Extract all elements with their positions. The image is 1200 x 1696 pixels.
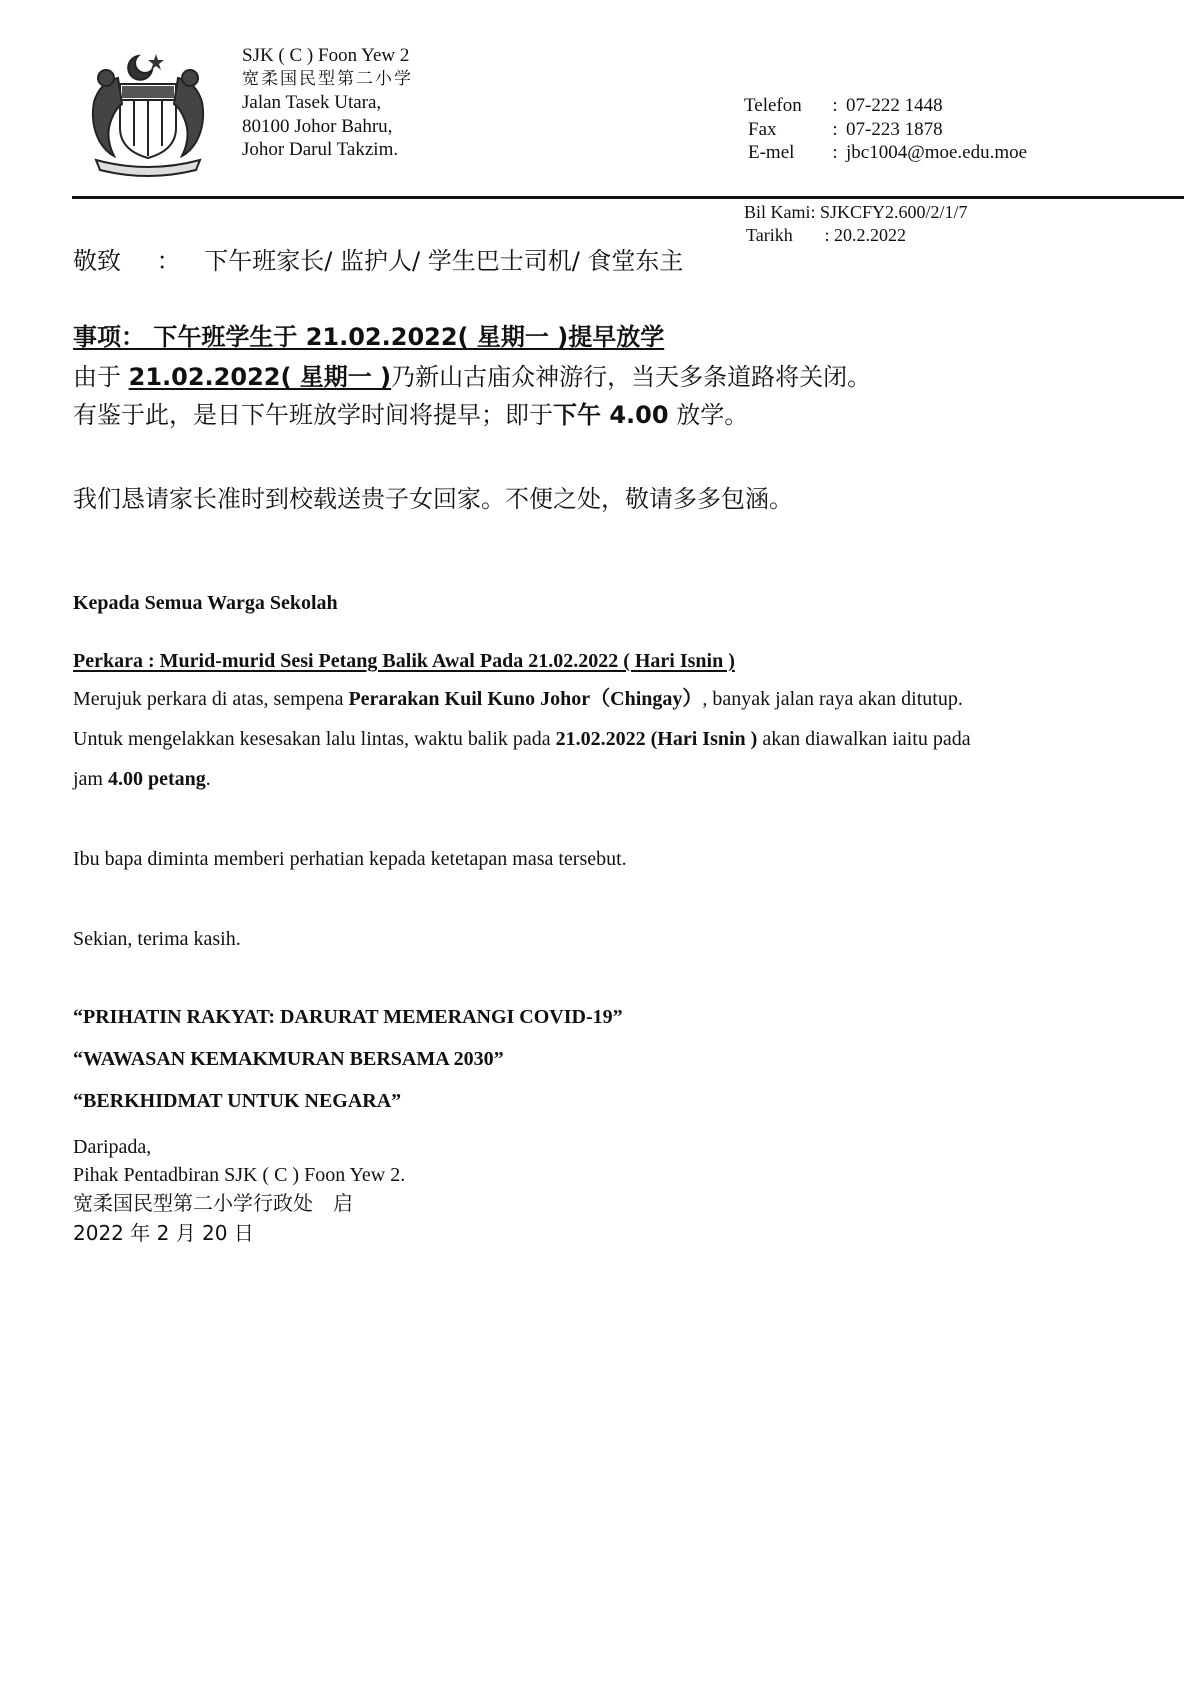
p2-suffix-zh: 放学。 bbox=[676, 401, 749, 429]
paragraph-1-ms bbox=[73, 686, 963, 712]
paragraph-1-zh bbox=[73, 362, 871, 392]
p2-prefix-zh: 有鉴于此，是日下午班放学时间将提早；即于 bbox=[73, 401, 553, 429]
p1b-ms: , banyak jalan raya akan ditutup. bbox=[702, 688, 963, 710]
paragraph-5-ms: Sekian, terima kasih. bbox=[73, 928, 241, 950]
to-value-zh: 下午班家长/ 监护人/ 学生巴士司机/ 食堂东主 bbox=[204, 247, 684, 275]
p2-bold-ms: 21.02.2022 (Hari Isnin ) bbox=[555, 728, 758, 750]
to-label-zh: 敬致 bbox=[73, 247, 121, 275]
tarikh-value: 20.2.2022 bbox=[834, 225, 907, 245]
subject-text-zh: 下午班学生于 21.02.2022( 星期一 )提早放学 bbox=[153, 323, 665, 351]
subject-line-zh bbox=[73, 322, 664, 352]
p1-rest-zh: 乃新山古庙众神游行，当天多条道路将关闭。 bbox=[391, 363, 872, 391]
paragraph-4-ms: Ibu bapa diminta memberi perhatian kepada ketetapan masa tersebut. bbox=[73, 848, 627, 870]
subject-label-zh: 事项： bbox=[73, 323, 145, 351]
tarikh-label: Tarikh bbox=[746, 225, 793, 245]
closing-from-name: Pihak Pentadbiran SJK ( C ) Foon Yew 2. bbox=[73, 1164, 406, 1186]
p2a-ms: Untuk mengelakkan kesesakan lalu lintas, waktu balik pada bbox=[73, 728, 551, 750]
paragraph-2-zh bbox=[73, 400, 748, 430]
contact-value: 07-222 1448 bbox=[846, 95, 943, 116]
closing-from-label: Daripada, bbox=[73, 1136, 152, 1158]
p3b-ms: . bbox=[205, 768, 211, 790]
closing-from-name-zh: 宽柔国民型第二小学行政处 启 bbox=[73, 1191, 353, 1215]
school-name-chinese: 宽柔国民型第二小学 bbox=[242, 68, 413, 89]
closing-date-zh: 2022 年 2 月 20 日 bbox=[73, 1221, 254, 1245]
paragraph-3-zh: 我们恳请家长准时到校载送贵子女回家。不便之处，敬请多多包涵。 bbox=[73, 485, 793, 513]
contact-label: Telefon bbox=[744, 95, 802, 116]
contact-block bbox=[744, 94, 1027, 165]
bil-label: Bil Kami: bbox=[744, 202, 816, 222]
address-line-1: Jalan Tasek Utara, bbox=[242, 92, 382, 113]
contact-value: 07-223 1878 bbox=[846, 118, 943, 140]
subject-label-ms: Perkara bbox=[73, 650, 143, 672]
slogan-2: “WAWASAN KEMAKMURAN BERSAMA 2030” bbox=[73, 1048, 504, 1070]
address-line-3: Johor Darul Takzim. bbox=[242, 139, 399, 160]
contact-telefon bbox=[744, 94, 1027, 118]
reference-date bbox=[744, 224, 968, 247]
school-address-block bbox=[242, 44, 413, 162]
coat-of-arms-icon bbox=[78, 48, 218, 180]
tarikh-separator: : bbox=[824, 225, 830, 245]
subject-line-ms bbox=[73, 648, 735, 674]
recipient-line-ms: Kepada Semua Warga Sekolah bbox=[73, 592, 338, 614]
slogan-1: “PRIHATIN RAKYAT: DARURAT MEMERANGI COVID-19” bbox=[73, 1006, 623, 1028]
p1-date-zh: 21.02.2022( 星期一 ) bbox=[128, 363, 392, 391]
reference-number bbox=[744, 201, 968, 224]
subject-text-ms: : Murid-murid Sesi Petang Balik Awal Pada 21.02.2022 ( Hari Isnin ) bbox=[147, 650, 735, 672]
p3a-ms: jam bbox=[73, 768, 103, 790]
reference-block bbox=[744, 201, 968, 247]
p3-bold-ms: 4.00 petang bbox=[108, 768, 206, 790]
contact-value: jbc1004@moe.edu.moe bbox=[846, 142, 1028, 163]
paragraph-2-ms bbox=[73, 726, 971, 752]
contact-fax bbox=[744, 118, 1027, 142]
contact-separator: : bbox=[832, 118, 838, 140]
contact-separator: : bbox=[832, 95, 838, 116]
slogan-3: “BERKHIDMAT UNTUK NEGARA” bbox=[73, 1090, 402, 1112]
contact-email bbox=[744, 141, 1027, 165]
p1-bold-ms: Perarakan Kuil Kuno Johor（Chingay） bbox=[348, 688, 703, 710]
contact-label: Fax bbox=[748, 118, 777, 140]
p1-prefix-zh: 由于 bbox=[73, 363, 121, 391]
p1a-ms: Merujuk perkara di atas, sempena bbox=[73, 688, 344, 710]
paragraph-3-ms bbox=[73, 766, 211, 792]
school-name: SJK ( C ) Foon Yew 2 bbox=[242, 45, 410, 66]
address-line-2: 80100 Johor Bahru, bbox=[242, 115, 393, 137]
p2b-ms: akan diawalkan iaitu pada bbox=[762, 728, 971, 750]
recipient-line-zh bbox=[73, 246, 683, 276]
contact-separator: : bbox=[832, 142, 838, 163]
header-divider bbox=[72, 196, 1184, 199]
contact-label: E-mel bbox=[748, 142, 795, 163]
bil-value: SJKCFY2.600/2/1/7 bbox=[820, 202, 968, 222]
to-separator-zh: ： bbox=[156, 247, 181, 275]
p2-time-zh: 下午 4.00 bbox=[553, 401, 669, 429]
